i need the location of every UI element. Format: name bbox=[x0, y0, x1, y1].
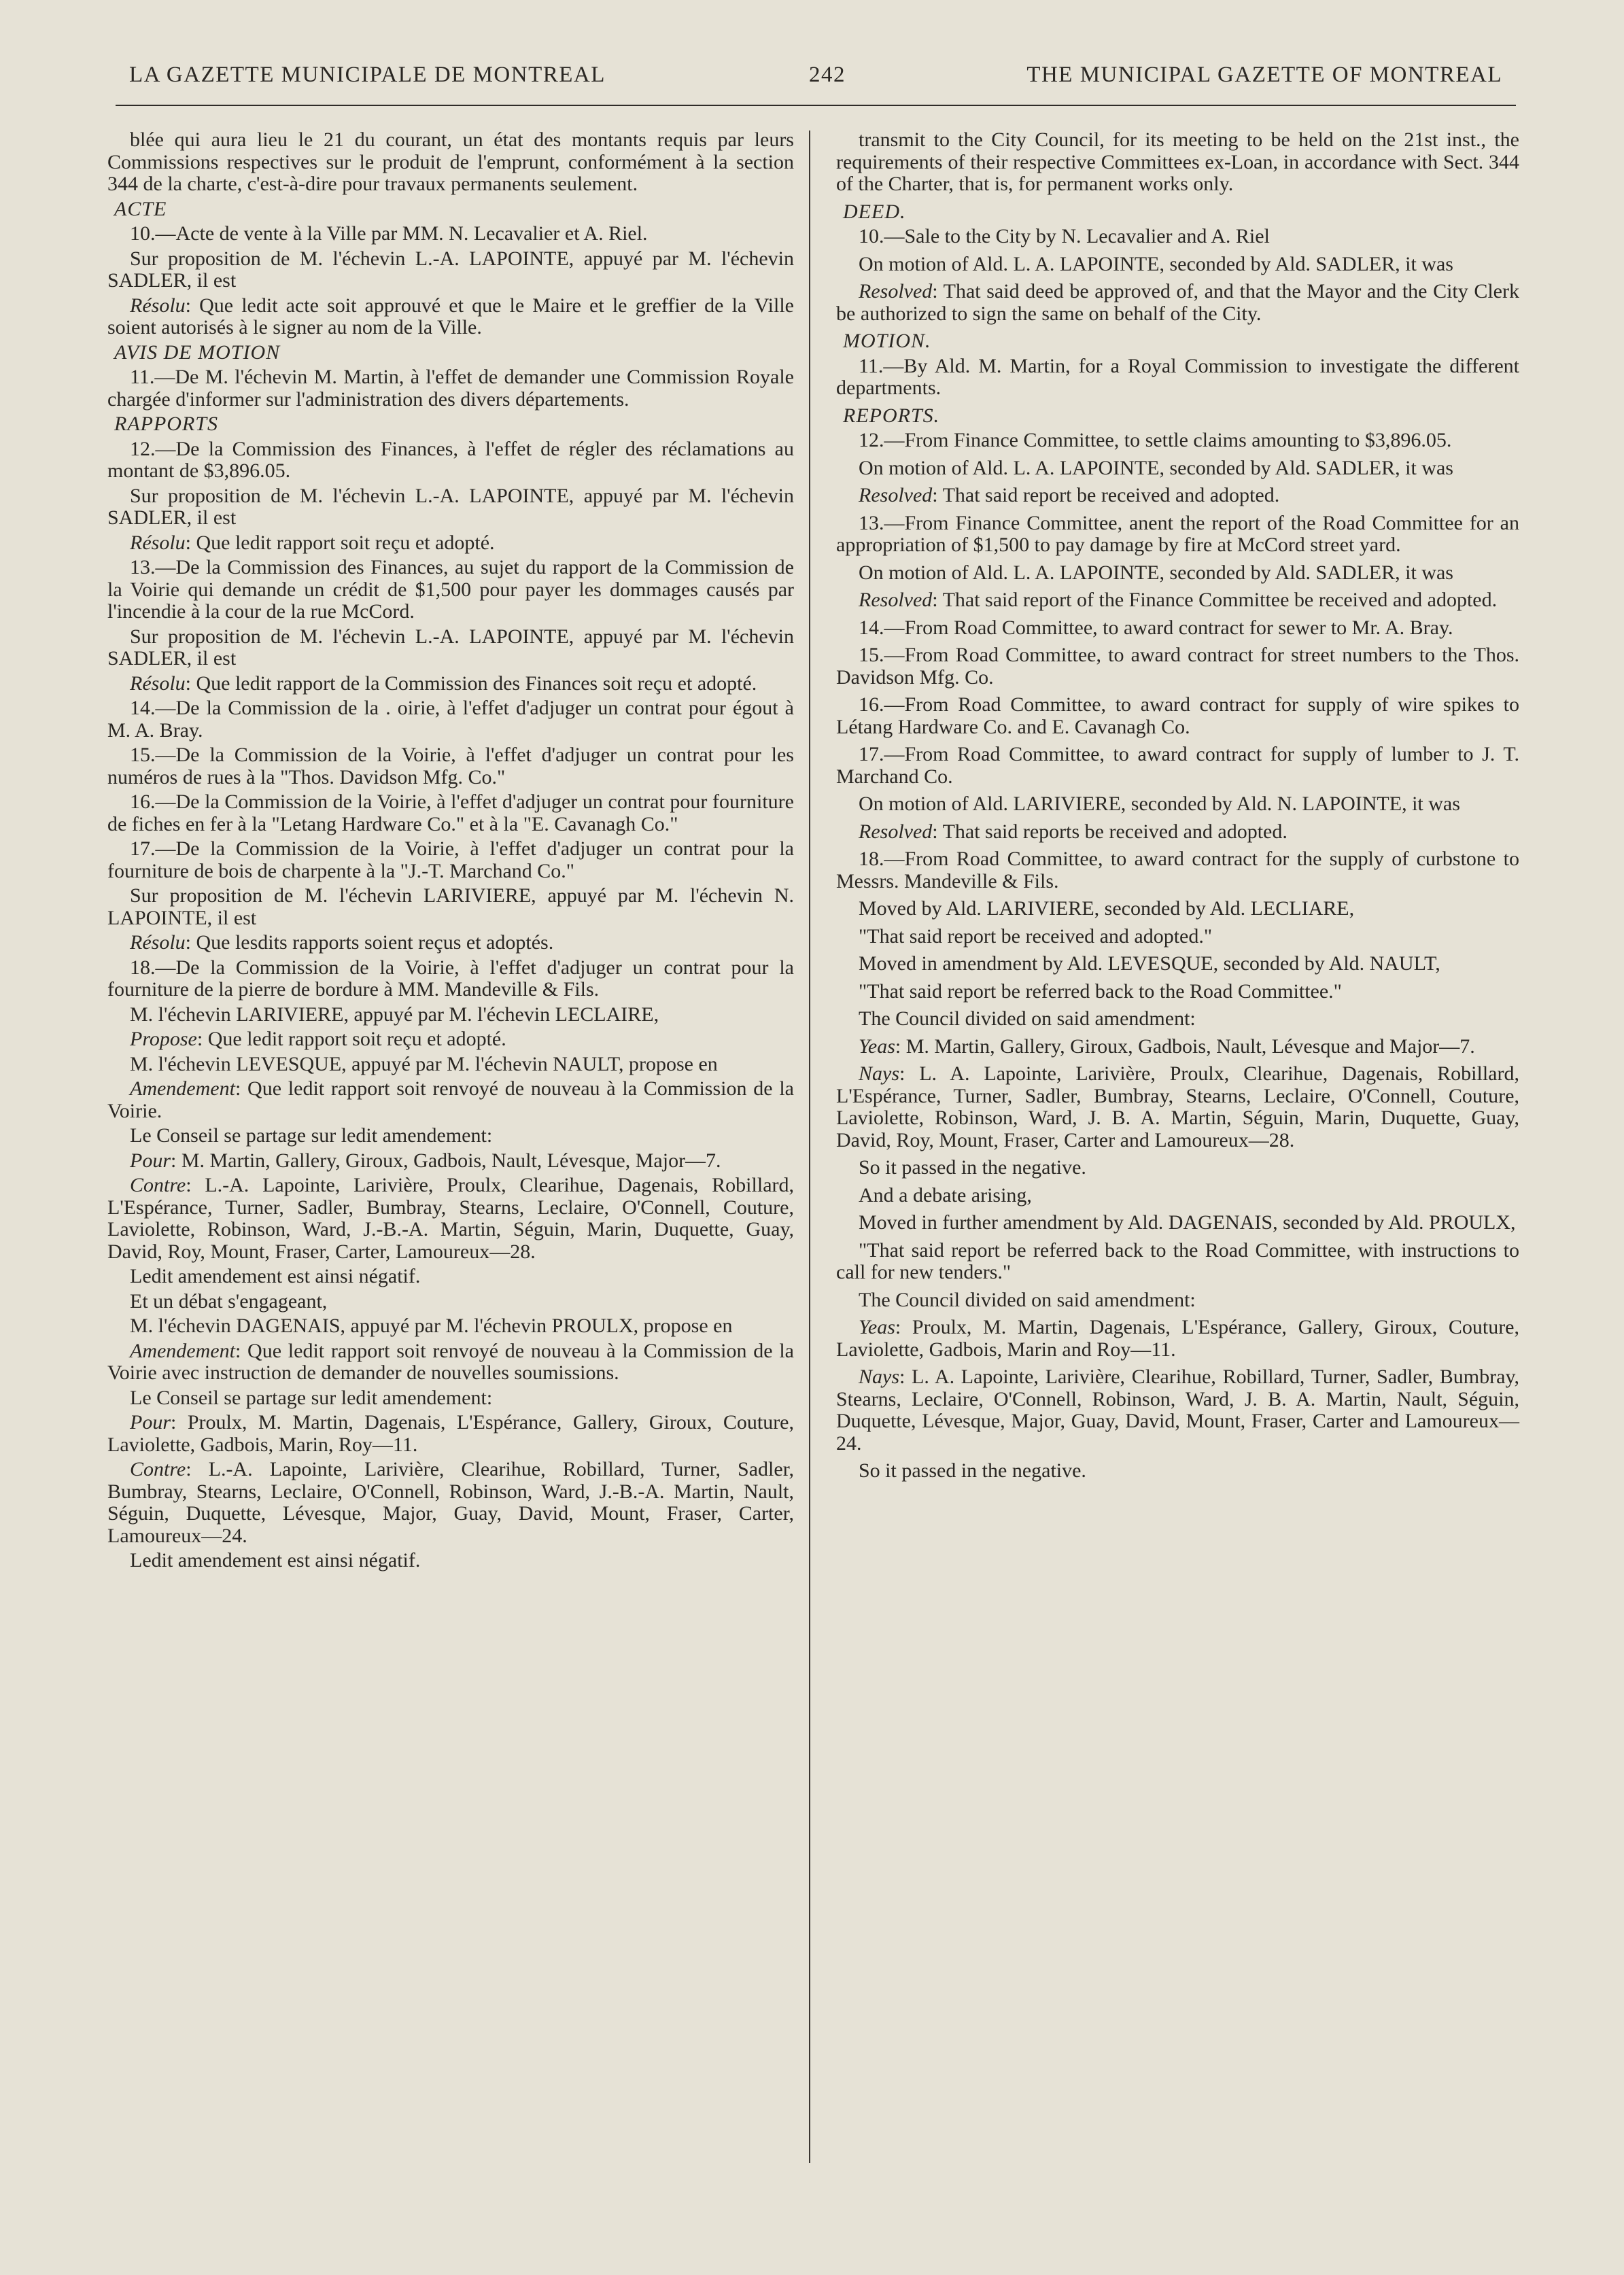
resolution-label: Résolu bbox=[130, 531, 186, 554]
paragraph bbox=[107, 1078, 794, 1122]
resolution-label: Yeas bbox=[859, 1035, 895, 1058]
section-heading: DEED. bbox=[843, 200, 906, 223]
paragraph: Moved in amendment by Ald. LEVESQUE, seconded by Ald. NAULT, bbox=[859, 952, 1440, 975]
paragraph: 17.—De la Commission de la Voirie, à l'effet d'adjuger un contrat pour la fourniture de bois de charpente à la "J.-T. Marchand Co." bbox=[107, 837, 794, 882]
resolution-label: Propose bbox=[130, 1028, 197, 1050]
resolution-label: Yeas bbox=[859, 1316, 895, 1338]
paragraph-text: : Que ledit rapport soit reçu et adopté. bbox=[196, 1028, 506, 1050]
header-english-title: THE MUNICIPAL GAZETTE OF MONTREAL bbox=[1026, 63, 1502, 87]
paragraph: On motion of Ald. L. A. LAPOINTE, seconded by Ald. SADLER, it was bbox=[859, 456, 1453, 479]
section-heading: ACTE bbox=[114, 197, 167, 220]
paragraph: Moved by Ald. LARIVIERE, seconded by Ald. LECLIARE, bbox=[859, 897, 1355, 920]
paragraph: 13.—De la Commission des Finances, au sujet du rapport de la Commission de la Voirie qui demande un crédit de $1,500 pour payer les dommages causés par l'incendie à la cour de la rue McCord. bbox=[107, 556, 794, 623]
paragraph bbox=[107, 1175, 794, 1263]
paragraph bbox=[107, 1028, 794, 1051]
resolution-label: Nays bbox=[859, 1062, 899, 1085]
paragraph-text: : M. Martin, Gallery, Giroux, Gadbois, Nault, Lévesque, Major—7. bbox=[171, 1149, 721, 1172]
section-heading: AVIS DE MOTION bbox=[114, 341, 281, 364]
paragraph: 12.—De la Commission des Finances, à l'effet de régler des réclamations au montant de $3,896.05. bbox=[107, 437, 794, 482]
paragraph: 10.—Acte de vente à la Ville par MM. N. Lecavalier et A. Riel. bbox=[130, 222, 648, 245]
paragraph: 11.—De M. l'échevin M. Martin, à l'effet de demander une Commission Royale chargée d'informer sur l'administration des divers départements. bbox=[107, 366, 794, 411]
paragraph: Sur proposition de M. l'échevin L.-A. LAPOINTE, appuyé par M. l'échevin SADLER, il est bbox=[107, 247, 794, 292]
paragraph: "That said report be referred back to the Road Committee, with instructions to call for new tenders." bbox=[836, 1238, 1519, 1283]
paragraph: 14.—From Road Committee, to award contract for sewer to Mr. A. Bray. bbox=[859, 616, 1453, 639]
resolution-label: Resolved bbox=[859, 484, 933, 506]
paragraph-text: : L.-A. Lapointe, Larivière, Clearihue, Robillard, Turner, Sadler, Bumbray, Stearns, Leclaire, O'Connell, Robinson, Ward, J.-B.-A. Martin, Nault, Séguin, Duquette, Lévesque, Major, Guay, David, Mount, Fraser, Carter, Lamoureux—24. bbox=[107, 1458, 794, 1547]
paragraph bbox=[107, 1412, 794, 1456]
paragraph: Sur proposition de M. l'échevin L.-A. LAPOINTE, appuyé par M. l'échevin SADLER, il est bbox=[107, 625, 794, 670]
header-rule bbox=[116, 105, 1516, 106]
section-heading: RAPPORTS bbox=[114, 413, 218, 435]
english-column bbox=[836, 129, 1519, 1488]
resolution-label: Resolved bbox=[859, 589, 933, 611]
paragraph bbox=[107, 1459, 794, 1547]
paragraph: 14.—De la Commission de la . oirie, à l'effet d'adjuger un contrat pour égout à M. A. Bray. bbox=[107, 697, 794, 742]
paragraph: Ledit amendement est ainsi négatif. bbox=[130, 1265, 421, 1287]
paragraph bbox=[836, 1317, 1519, 1361]
paragraph bbox=[107, 295, 794, 339]
resolution-label: Résolu bbox=[130, 931, 186, 954]
paragraph: "That said report be referred back to the Road Committee." bbox=[859, 979, 1342, 1003]
paragraph-text: : Que lesdits rapports soient reçus et adoptés. bbox=[185, 931, 554, 954]
resolution-label: Resolved bbox=[859, 280, 933, 302]
resolution-label: Pour bbox=[130, 1149, 171, 1172]
paragraph bbox=[836, 589, 1519, 612]
resolution-label: Amendement bbox=[130, 1077, 235, 1100]
page-header bbox=[129, 63, 1502, 97]
paragraph: 10.—Sale to the City by N. Lecavalier and A. Riel bbox=[859, 225, 1270, 247]
paragraph: On motion of Ald. LARIVIERE, seconded by Ald. N. LAPOINTE, it was bbox=[859, 793, 1460, 815]
resolution-label: Nays bbox=[859, 1366, 899, 1388]
paragraph-text: : Que ledit acte soit approuvé et que le Maire et le greffier de la Ville soient autorisés à le signer au nom de la Ville. bbox=[107, 294, 794, 338]
paragraph: Sur proposition de M. l'échevin L.-A. LAPOINTE, appuyé par M. l'échevin SADLER, il est bbox=[107, 484, 794, 529]
paragraph-text: : M. Martin, Gallery, Giroux, Gadbois, Nault, Lévesque and Major—7. bbox=[895, 1035, 1475, 1058]
paragraph: "That said report be received and adopted." bbox=[859, 924, 1213, 948]
paragraph: 18.—From Road Committee, to award contract for the supply of curbstone to Messrs. Mandeville & Fils. bbox=[836, 848, 1519, 892]
paragraph: So it passed in the negative. bbox=[859, 1156, 1086, 1179]
paragraph bbox=[107, 932, 794, 954]
paragraph: 16.—De la Commission de la Voirie, à l'effet d'adjuger un contrat pour fourniture de fiches en fer à la "Letang Hardware Co." et à la "E. Cavanagh Co." bbox=[107, 791, 794, 835]
section-heading: MOTION. bbox=[843, 330, 931, 352]
paragraph: M. l'échevin LEVESQUE, appuyé par M. l'échevin NAULT, propose en bbox=[130, 1052, 718, 1075]
paragraph-text: : That said report of the Finance Committee be received and adopted. bbox=[932, 589, 1498, 611]
paragraph bbox=[836, 485, 1519, 507]
paragraph-text: : Que ledit rapport soit renvoyé de nouveau à la Commission de la Voirie avec instruction de demander de nouvelles soumissions. bbox=[107, 1339, 794, 1384]
column-divider bbox=[809, 131, 810, 2163]
paragraph-text: : Proulx, M. Martin, Dagenais, L'Espérance, Gallery, Giroux, Couture, Laviolette, Gadbois, Marin and Roy—11. bbox=[836, 1316, 1519, 1361]
paragraph-text: : L. A. Lapointe, Larivière, Proulx, Clearihue, Dagenais, Robillard, L'Espérance, Turner, Sadler, Bumbray, Stearns, Leclaire, O'Connell, Couture, Laviolette, Robinson, Ward, J. B. A. Martin, Séguin, Marin, Duquette, Guay, David, Roy, Mount, Fraser, Carter and Lamoureux—28. bbox=[836, 1062, 1519, 1151]
resolution-label: Contre bbox=[130, 1458, 186, 1480]
paragraph-text: : That said report be received and adopted. bbox=[932, 484, 1280, 506]
resolution-label: Resolved bbox=[859, 820, 933, 843]
resolution-label: Pour bbox=[130, 1411, 171, 1434]
resolution-label: Résolu bbox=[130, 294, 186, 317]
paragraph: 15.—From Road Committee, to award contract for street numbers to the Thos. Davidson Mfg. Co. bbox=[836, 644, 1519, 689]
paragraph: So it passed in the negative. bbox=[859, 1459, 1086, 1482]
paragraph: Le Conseil se partage sur ledit amendement: bbox=[130, 1124, 493, 1147]
paragraph-text: : L. A. Lapointe, Larivière, Clearihue, Robillard, Turner, Sadler, Bumbray, Stearns, Leclaire, O'Connell, Robinson, Ward, J. B. A. Martin, Nault, Séguin, Duquette, Lévesque, Major, Guay, David, Mount, Fraser, Carter and Lamoureux—24. bbox=[836, 1366, 1519, 1455]
paragraph: 18.—De la Commission de la Voirie, à l'effet d'adjuger un contrat pour la fourniture de la pierre de bordure à MM. Mandeville & Fils. bbox=[107, 956, 794, 1001]
paragraph: 11.—By Ald. M. Martin, for a Royal Commission to investigate the different departments. bbox=[836, 354, 1519, 399]
paragraph: The Council divided on said amendment: bbox=[859, 1007, 1196, 1030]
paragraph bbox=[836, 1036, 1519, 1058]
paragraph: Moved in further amendment by Ald. DAGENAIS, seconded by Ald. PROULX, bbox=[859, 1211, 1516, 1234]
paragraph bbox=[107, 532, 794, 555]
french-column bbox=[107, 129, 794, 1575]
paragraph: 12.—From Finance Committee, to settle claims amounting to $3,896.05. bbox=[859, 429, 1452, 451]
paragraph: On motion of Ald. L. A. LAPOINTE, seconded by Ald. SADLER, it was bbox=[859, 561, 1453, 584]
paragraph-text: : L.-A. Lapointe, Larivière, Proulx, Clearihue, Dagenais, Robillard, L'Espérance, Turner, Sadler, Bumbray, Stearns, Leclaire, O'Connell, Couture, Laviolette, Robinson, Ward, J.-B.-A. Martin, Séguin, Marin, Duquette, Guay, David, Roy, Mount, Fraser, Carter, Lamoureux—28. bbox=[107, 1174, 794, 1263]
paragraph: 13.—From Finance Committee, anent the report of the Road Committee for an appropriation of $1,500 to pay damage by fire at McCord street yard. bbox=[836, 511, 1519, 556]
paragraph: M. l'échevin LARIVIERE, appuyé par M. l'échevin LECLAIRE, bbox=[130, 1003, 659, 1026]
paragraph bbox=[107, 673, 794, 695]
paragraph: 16.—From Road Committee, to award contract for supply of wire spikes to Létang Hardware Co. and E. Cavanagh Co. bbox=[836, 693, 1519, 738]
paragraph: transmit to the City Council, for its meeting to be held on the 21st inst., the requirements of their respective Committees ex-Loan, in accordance with Sect. 344 of the Charter, that is, for permanent works only. bbox=[836, 128, 1519, 195]
paragraph bbox=[836, 281, 1519, 325]
paragraph: Sur proposition de M. l'échevin LARIVIERE, appuyé par M. l'échevin N. LAPOINTE, il est bbox=[107, 884, 794, 929]
paragraph: Le Conseil se partage sur ledit amendement: bbox=[130, 1386, 493, 1409]
page-number: 242 bbox=[809, 63, 846, 87]
paragraph: On motion of Ald. L. A. LAPOINTE, seconded by Ald. SADLER, it was bbox=[859, 252, 1453, 275]
paragraph-text: : Proulx, M. Martin, Dagenais, L'Espérance, Gallery, Giroux, Couture, Laviolette, Gadbois, Marin, Roy—11. bbox=[107, 1411, 794, 1456]
paragraph bbox=[107, 1340, 794, 1385]
paragraph-text: : That said deed be approved of, and that the Mayor and the City Clerk be authorized to sign the same on behalf of the City. bbox=[836, 280, 1519, 325]
paragraph-text: : Que ledit rapport soit renvoyé de nouveau à la Commission de la Voirie. bbox=[107, 1077, 794, 1122]
header-french-title: LA GAZETTE MUNICIPALE DE MONTREAL bbox=[129, 63, 606, 87]
paragraph: blée qui aura lieu le 21 du courant, un état des montants requis par leurs Commissions respectives sur le produit de l'emprunt, conformément à la section 344 de la charte, c'est-à-dire pour travaux permanents seulement. bbox=[107, 128, 794, 195]
paragraph: And a debate arising, bbox=[859, 1183, 1032, 1206]
paragraph bbox=[836, 1366, 1519, 1455]
paragraph bbox=[107, 1150, 794, 1173]
paragraph: Ledit amendement est ainsi négatif. bbox=[130, 1549, 421, 1571]
paragraph: 15.—De la Commission de la Voirie, à l'effet d'adjuger un contrat pour les numéros de rues à la "Thos. Davidson Mfg. Co." bbox=[107, 744, 794, 788]
paragraph bbox=[836, 821, 1519, 844]
section-heading: REPORTS. bbox=[843, 404, 940, 427]
paragraph: 17.—From Road Committee, to award contract for supply of lumber to J. T. Marchand Co. bbox=[836, 743, 1519, 788]
resolution-label: Amendement bbox=[130, 1339, 235, 1362]
paragraph-text: : Que ledit rapport soit reçu et adopté. bbox=[185, 531, 495, 554]
paragraph-text: : Que ledit rapport de la Commission des Finances soit reçu et adopté. bbox=[185, 672, 757, 695]
paragraph: Et un débat s'engageant, bbox=[130, 1289, 328, 1313]
paragraph: M. l'échevin DAGENAIS, appuyé par M. l'échevin PROULX, propose en bbox=[130, 1315, 733, 1337]
paragraph-text: : That said reports be received and adopted. bbox=[932, 820, 1288, 843]
resolution-label: Contre bbox=[130, 1174, 186, 1196]
resolution-label: Résolu bbox=[130, 672, 186, 695]
paragraph: The Council divided on said amendment: bbox=[859, 1288, 1196, 1311]
paragraph bbox=[836, 1063, 1519, 1151]
